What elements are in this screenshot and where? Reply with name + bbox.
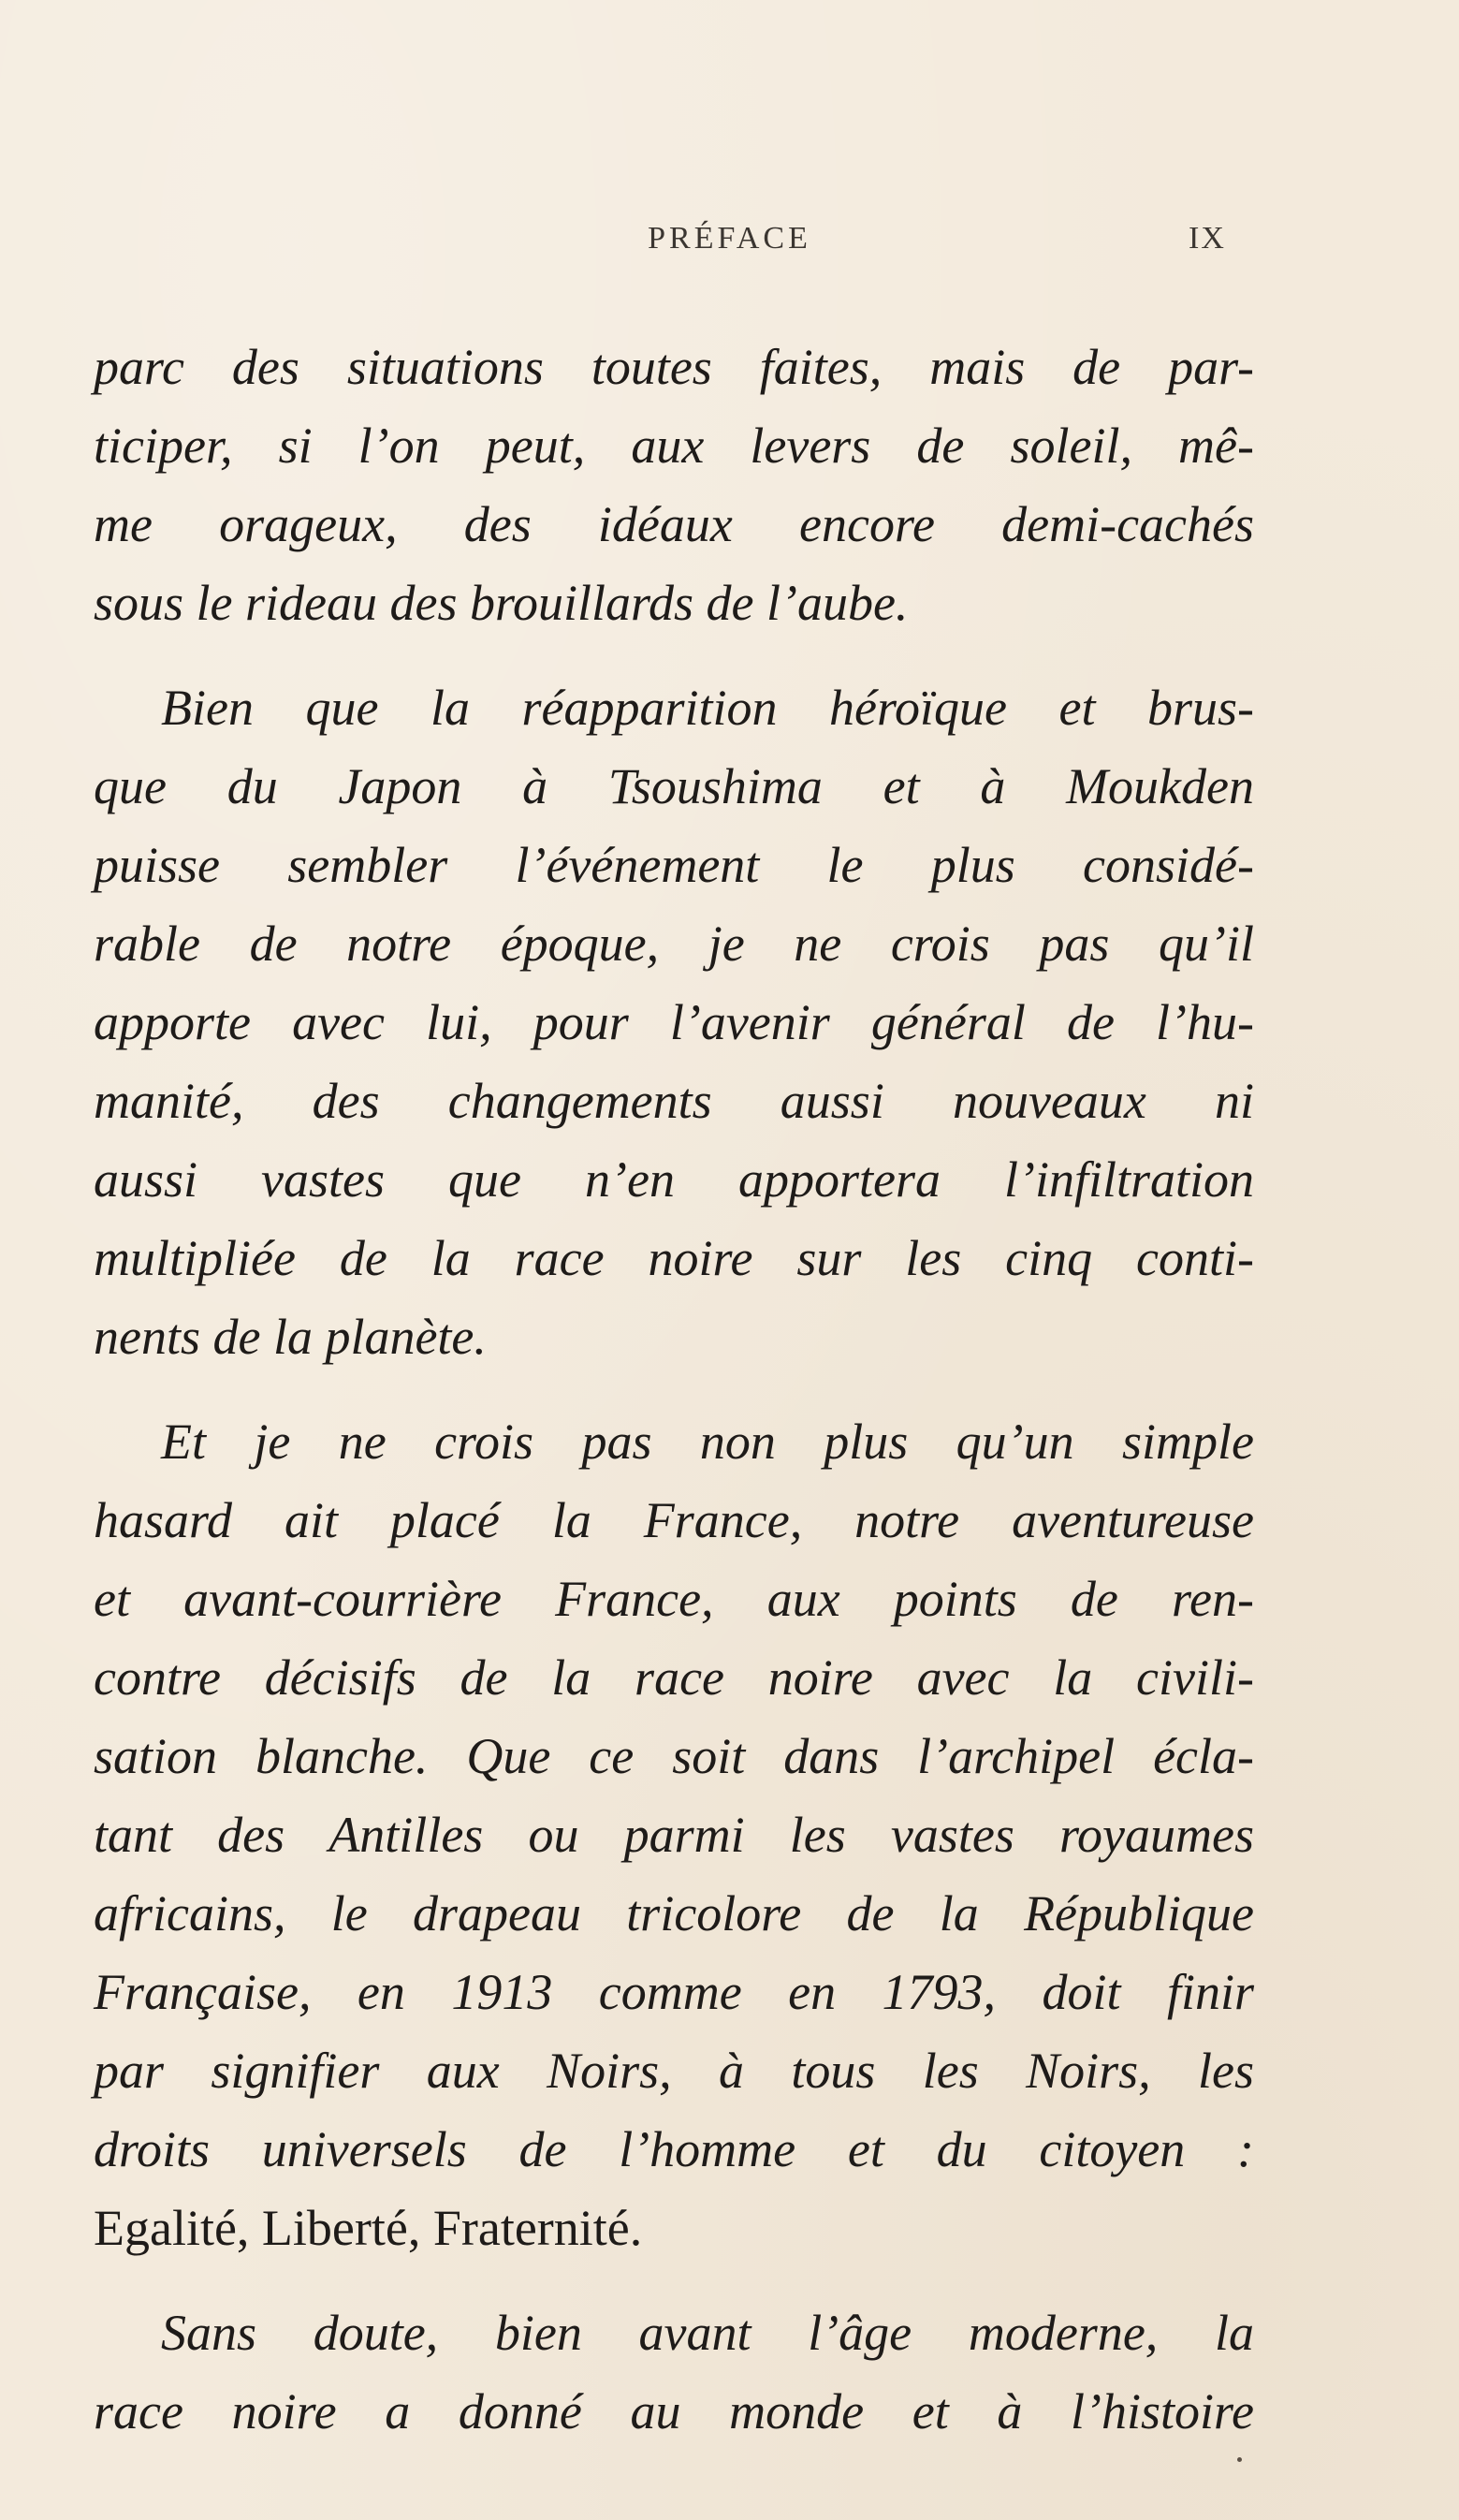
text-line: Bien que la réapparition héroïque et brus- xyxy=(161,680,1254,736)
text-line: race noire a donné au monde et à l’histoire xyxy=(94,2383,1254,2439)
paragraph-2 xyxy=(94,668,1254,1376)
text-line: africains, le drapeau tricolore de la République xyxy=(94,1885,1254,1941)
text-line: hasard ait placé la France, notre aventureuse xyxy=(94,1492,1254,1548)
text-line: contre décisifs de la race noire avec la civili- xyxy=(94,1649,1254,1706)
running-title: PRÉFACE xyxy=(648,221,811,256)
text-line: nents de la planète. xyxy=(94,1309,487,1365)
paragraph-spacer xyxy=(94,2267,1254,2293)
paragraph-spacer xyxy=(94,642,1254,668)
text-line: multipliée de la race noire sur les cinq conti- xyxy=(94,1230,1254,1286)
text-line: par signifier aux Noirs, à tous les Noirs, les xyxy=(94,2043,1254,2099)
text-line: me orageux, des idéaux encore demi-cachés xyxy=(94,496,1254,552)
paragraph-4 xyxy=(94,2293,1254,2451)
paper-speck xyxy=(1237,2457,1242,2462)
text-line: ticiper, si l’on peut, aux levers de soleil, mê- xyxy=(94,418,1254,474)
text-line: droits universels de l’homme et du citoyen : xyxy=(94,2121,1254,2177)
text-line: Française, en 1913 comme en 1793, doit finir xyxy=(94,1964,1254,2020)
paragraph-3 xyxy=(94,1402,1254,2267)
paragraph-spacer xyxy=(94,1376,1254,1402)
text-line: Et je ne crois pas non plus qu’un simple xyxy=(161,1414,1254,1470)
running-head xyxy=(0,221,1459,258)
page-number: IX xyxy=(1189,221,1226,256)
text-line: manité, des changements aussi nouveaux ni xyxy=(94,1073,1254,1129)
text-line: apporte avec lui, pour l’avenir général de l’hu- xyxy=(94,994,1254,1050)
text-line: sation blanche. Que ce soit dans l’archipel écla- xyxy=(94,1728,1254,1784)
text-line: et avant-courrière France, aux points de ren- xyxy=(94,1571,1254,1627)
paragraph-1 xyxy=(94,328,1254,642)
text-line: Sans doute, bien avant l’âge moderne, la xyxy=(161,2305,1254,2361)
text-line: rable de notre époque, je ne crois pas qu’il xyxy=(94,916,1254,972)
body-text xyxy=(94,328,1254,2451)
text-line: aussi vastes que n’en apportera l’infiltration xyxy=(94,1151,1254,1208)
text-line: tant des Antilles ou parmi les vastes royaumes xyxy=(94,1807,1254,1863)
text-line: que du Japon à Tsoushima et à Moukden xyxy=(94,758,1254,814)
text-line: parc des situations toutes faites, mais de par- xyxy=(94,339,1254,395)
text-line: puisse sembler l’événement le plus considé- xyxy=(94,837,1254,893)
text-line: sous le rideau des brouillards de l’aube. xyxy=(94,575,909,631)
text-line: Egalité, Liberté, Fraternité. xyxy=(94,2200,643,2256)
